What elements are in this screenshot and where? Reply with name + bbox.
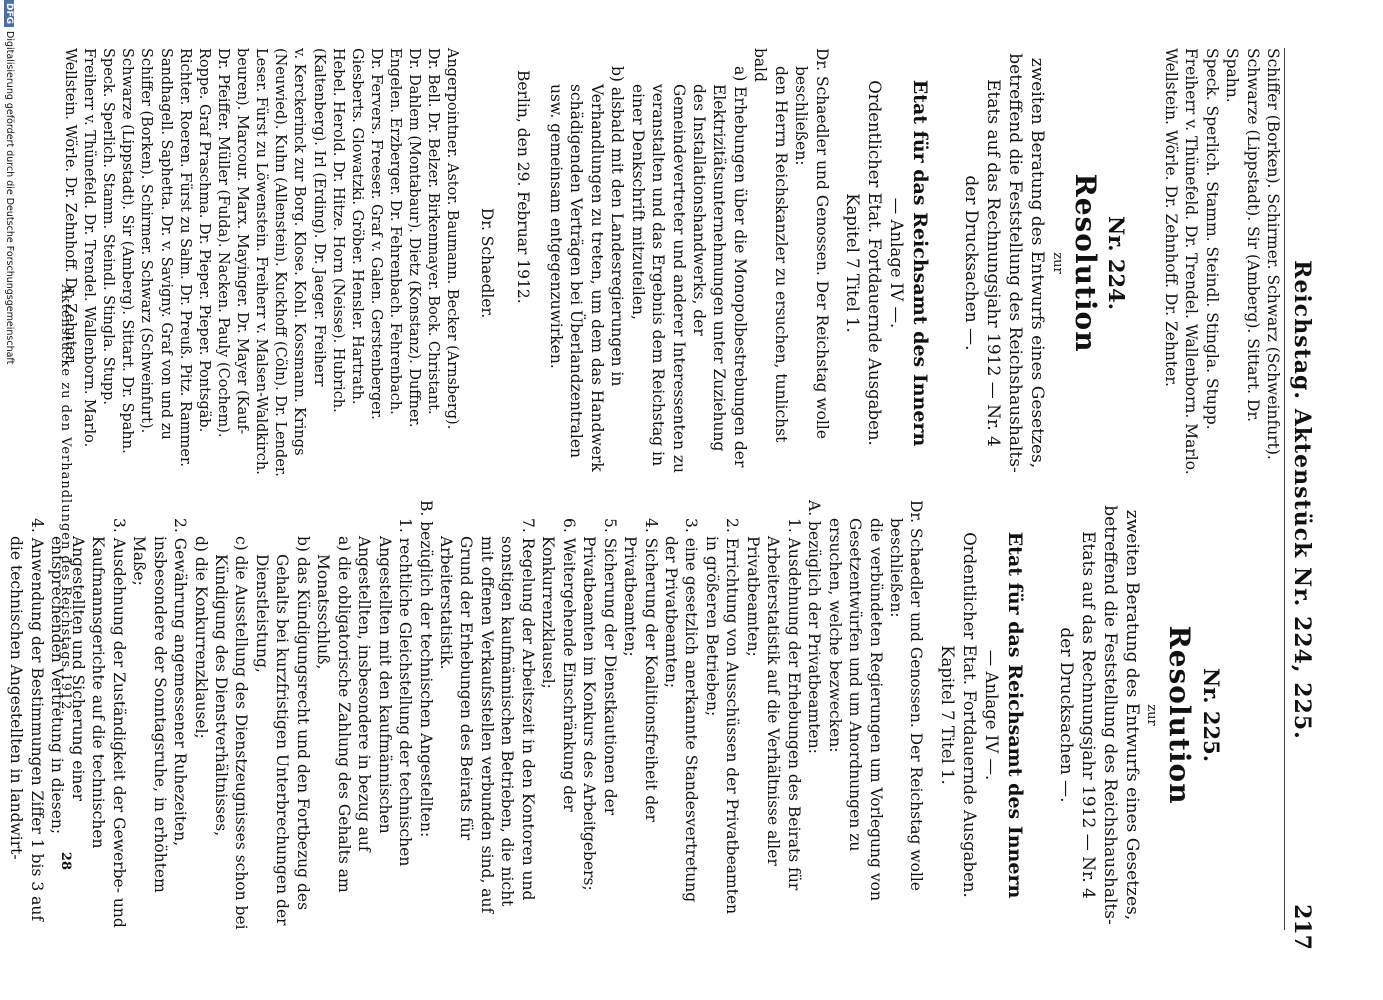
- signatory-line: Schwarze (Lippstadt). Sir (Amberg). Sittart. Dr. Spahn.: [1223, 48, 1262, 423]
- motion-item-a: a) Erhebungen über die Monopolbestrebungen der Elektrizitätsunternehmungen unter Zuziehung des Installationshandwerks, der Gemeindevertreter und anderer Interessenten zu veranstalten und das Ergebnis dem Reichstag in einer Denkschrift mitzuteilen,: [628, 66, 749, 474]
- page-footer: [49, 50, 73, 950]
- footer-title: Aktenstücke zu den Verhandlungen des Reichstags 1912.: [58, 284, 73, 716]
- credit-text: Digitalisierung gefördert durch die Deutsche Forschungsgemeinschaft: [4, 31, 15, 365]
- signatory-line: v. Kerckerinck zur Borg. Klose. Kohl. Kossmann. Krings: [291, 48, 308, 456]
- page-number: 217: [1289, 904, 1315, 950]
- section-b-item: 1. rechtliche Gleichstellung der technischen Angestellten mit den kaufmännischen Angestellten, insbesondere in bezug auf: [355, 518, 415, 867]
- resolution-heading: Resolution: [1068, 173, 1102, 353]
- signatory-line: Speck. Sperlich. Stamm. Steindl. Stingla. Stupp.: [1202, 48, 1221, 430]
- resolution-intro: [1055, 500, 1143, 930]
- signatory-line: Dr. Pfeiffer. Müller (Fulda). Nacken. Pauly (Cochem).: [214, 48, 231, 438]
- signatory-line: Dr. Bell. Dr. Belzer. Birkenmayer. Bock. Christant.: [425, 48, 442, 415]
- signatory-line: beuren). Marcour. Marx. Mayinger. Dr. Mayer (Kauf-: [234, 48, 251, 435]
- intro-line: der Drucksachen —.: [961, 175, 982, 351]
- anlage-label: — Anlage IV —.: [887, 197, 906, 329]
- signatory-line: Dr. Fervers. Freeser. Graf v. Galen. Gerstenberger.: [367, 48, 384, 420]
- section-b-item: 2. Gewährung angemessener Ruhezeiten, insbesondere der Sonntagsruhe, in erhöhtem Maße;: [130, 518, 190, 893]
- right-column: [6, 500, 1283, 930]
- resolution-heading: Resolution: [1163, 625, 1197, 805]
- section-a-heading: A. bezüglich der Privatbeamten:: [805, 500, 824, 754]
- signatory-line: Wellstein. Wörle. Dr. Zehnhoff. Dr. Zehnter.: [1161, 48, 1180, 387]
- running-title: Reichstag. Aktenstück Nr. 224, 225.: [1289, 260, 1315, 740]
- header-rule: [1284, 48, 1285, 930]
- intro-line: zweiten Beratung des Entwurfs eines Gesetzes,: [1027, 57, 1048, 469]
- top-signatory-list: [1160, 48, 1283, 478]
- etat-heading: Etat für das Reichsamt des Innern: [1003, 531, 1026, 899]
- signatory-line: Giesberts. Glowatzki. Gröber. Hensler. Hartrath.: [348, 48, 365, 405]
- motion-request: den Herrn Reichskanzler zu ersuchen, tunlichst bald: [751, 48, 790, 443]
- resolution-intro: [960, 48, 1048, 478]
- section-b-subitem: b) das Kündigungsrecht und den Fortbezug des Gehalts bei kurzfristigen Unterbrechungen der Dienstleistung,: [252, 536, 312, 926]
- section-a-item: 6. Weitergehende Einschränkung der Konkurrenzklausel;: [539, 518, 578, 812]
- section-b-subitem: c) die Ausstellung des Dienstzeugnisses schon bei Kündigung des Dienstverhältnisses,: [212, 536, 251, 930]
- section-a-item: 2. Errichtung von Ausschüssen der Privatbeamten in größeren Betrieben;: [702, 518, 742, 915]
- digitization-credit: [4, 0, 15, 960]
- signatory-line: (Kaltenberg). Irl (Erding). Dr. Jaeger. Freiherr: [310, 48, 327, 387]
- anlage-label: — Anlage IV —.: [981, 649, 1001, 781]
- left-column: [60, 48, 1283, 478]
- section-b-item: 3. Ausdehnung der Zuständigkeit der Gewerbe- und Kaufmannsgerichte auf die technischen Angestellten und Sicherung einer entsprechenden Vertretung in diesen;: [48, 518, 128, 928]
- kapitel-label: Kapitel 7 Titel 1.: [938, 645, 958, 785]
- cosignatory-list: [60, 48, 462, 478]
- date-line: Berlin, den 29. Februar 1912.: [514, 70, 533, 304]
- dfg-logo: DFG: [4, 0, 14, 27]
- signatory-line: Angerpointner. Astor. Baumann. Becker (Arnsberg).: [444, 48, 461, 430]
- intro-line: betreffend die Feststellung des Reichshaushalts-: [1005, 53, 1026, 473]
- intro-line: Etats auf das Rechnungsjahr 1912 — Nr. 4: [1077, 531, 1098, 899]
- signatory-line: (Neuwied). Kuhn (Allenstein). Kuckhoff (Cöln). Dr. Lender.: [272, 48, 289, 477]
- etat-heading: Etat für das Reichsamt des Innern: [909, 79, 932, 447]
- section-b-subitem: a) die obligatorische Zahlung des Gehalts am Monatsschluß,: [314, 536, 353, 893]
- resolution-body: [6, 500, 926, 930]
- signatory-line: Hebel. Herold. Dr. Hitze. Horn (Neisse). Hubrich.: [329, 48, 346, 413]
- ordentlicher-etat-label: Ordentlicher Etat. Fortdauernde Ausgaben.: [959, 532, 979, 898]
- signatory-line: Leser. Fürst zu Löwenstein. Freiherr v. Malsen-Waldkirch.: [253, 48, 270, 475]
- resolution-body: [545, 48, 831, 478]
- motion-lead: Dr. Schaedler und Genossen. Der Reichstag wolle beschließen:: [886, 500, 926, 892]
- page-header: [1285, 50, 1315, 950]
- signatory-line: Speck. Sperlich. Stamm. Steindl. Stingla. Stupp.: [100, 48, 117, 405]
- footer-page-number: 28: [58, 851, 73, 870]
- section-b-item: 4. Anwendung der Bestimmungen Ziffer 1 bis 3 auf die technischen Angestellten in landwirt-: [7, 518, 46, 922]
- intro-line: zweiten Beratung des Entwurfs eines Gesetzes,: [1122, 509, 1143, 921]
- signatory-line: Sandhagell. Saphetta. Dr. v. Savigny. Graf von und zu: [157, 48, 174, 440]
- signatory-line: Freiherr v. Thünefeld. Dr. Trendel. Wallenborn. Marlo.: [81, 48, 98, 448]
- signatory-line: Roppe. Graf Praschma. Dr. Pieper. Pieper. Pontsgäb.: [195, 48, 212, 433]
- section-a-item: 3. eine gesetzlich anerkannte Standesvertretung der Privatbeamten;: [661, 518, 701, 903]
- intro-line: betreffend die Feststellung des Reichshaushalts-: [1100, 505, 1121, 925]
- section-b-heading: B. bezüglich der technischen Angestellten:: [416, 500, 435, 838]
- motion-lead: Dr. Schaedler und Genossen. Der Reichstag wolle beschließen:: [792, 48, 831, 440]
- signatory-line: Engelen. Erzberger. Dr. Fehrenbach. Fehrenbach.: [387, 48, 404, 415]
- signatory-line: Schwarze (Lippstadt). Sir (Amberg). Sittart. Dr. Spahn.: [119, 48, 136, 454]
- signatory-line: Schiffer (Borken). Schirmer. Schwarz (Schweinfurt).: [138, 48, 155, 434]
- signatory-line: Freiherr v. Thünefeld. Dr. Trendel. Wallenborn. Marlo.: [1182, 48, 1201, 475]
- section-a-item: 7. Regelung der Arbeitszeit in den Kontoren und sonstigen kaufmännischen Betrieben, die nicht mit offenen Verkaufsstellen verbunden sind, auf Grund der Erhebungen des Beirats für Arbeiterstatistik.: [437, 518, 537, 914]
- intro-line: Etats auf das Rechnungsjahr 1912 — Nr. 4: [983, 79, 1004, 447]
- document-number: Nr. 225.: [1199, 667, 1224, 763]
- signatory-line: Schiffer (Borken). Schirmer. Schwarz (Schweinfurt).: [1264, 48, 1282, 460]
- ordentlicher-etat-label: Ordentlicher Etat. Fortdauernde Ausgaben.: [865, 80, 885, 446]
- section-a-item: 5. Sicherung der Dienstkautionen der Privatbeamten im Konkurs des Arbeitgebers;: [580, 518, 619, 891]
- motion-request: die verbündeten Regierungen um Vorlegung von Gesetzentwürfen und um Anordnungen zu ersuchen, welche bezwecken:: [825, 518, 885, 901]
- document-number: Nr. 224.: [1104, 215, 1130, 311]
- signatory-line: Wellstein. Wörle. Dr. Zehnhoff. Dr. Zehnter.: [61, 48, 78, 366]
- zur-label: zur: [1144, 704, 1160, 726]
- section-a-item: 1. Ausdehnung der Erhebungen des Beirats für Arbeiterstatistik auf die Verhältnisse aller Privatbeamten;: [743, 518, 803, 891]
- section-a-item: 4. Sicherung der Koalitionsfreiheit der Privatbeamten;: [621, 518, 660, 822]
- motion-item-b: b) alsbald mit den Landesregierungen in Verhandlungen zu treten, um dem das Handwerk schädigenden Verträgen bei Überlandzentralen usw. gemeinsam entgegenzuwirken.: [546, 66, 627, 472]
- section-b-subitem: d) die Konkurrenzklausel;: [191, 536, 210, 739]
- signatory-line: Dr. Dahlem (Montabaur). Dietz (Konstanz). Duffner.: [406, 48, 423, 428]
- signer-name: Dr. Schaedler.: [478, 207, 497, 319]
- zur-label: zur: [1049, 252, 1065, 274]
- intro-line: der Drucksachen —.: [1055, 627, 1076, 803]
- kapitel-label: Kapitel 7 Titel 1.: [843, 193, 863, 333]
- signatory-line: Richter. Roeren. Fürst zu Salm. Dr. Preuß. Pitz. Rammer.: [176, 48, 193, 467]
